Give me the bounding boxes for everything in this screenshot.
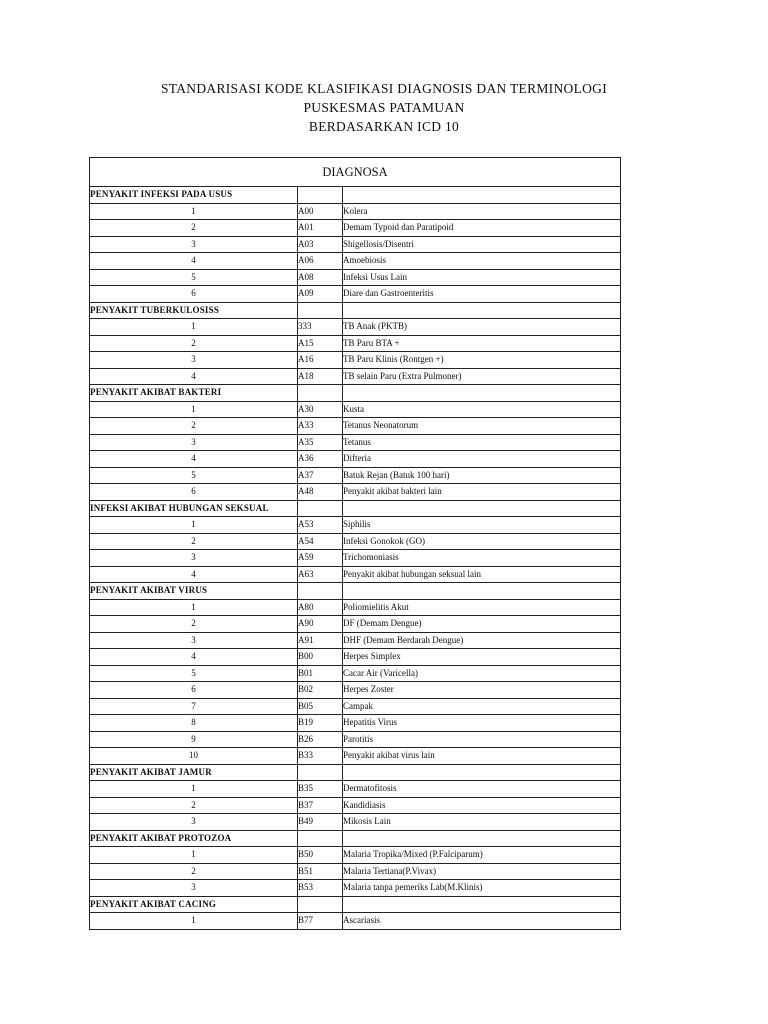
empty-cell [343,302,621,319]
row-number: 4 [90,566,298,583]
category-row [90,500,621,517]
icd-code: A37 [298,467,343,484]
table-row [90,269,621,286]
row-number: 5 [90,467,298,484]
category-label: PENYAKIT AKIBAT BAKTERI [90,385,298,402]
table-header-row [90,158,621,187]
row-number: 1 [90,203,298,220]
icd-code: B49 [298,814,343,831]
diagnosis-name: Infeksi Usus Lain [343,269,621,286]
table-row [90,616,621,633]
table-row [90,286,621,303]
empty-cell [343,896,621,913]
row-number: 1 [90,913,298,930]
diagnosis-name: Parotitis [343,731,621,748]
table-row [90,418,621,435]
category-row [90,764,621,781]
icd-code: A53 [298,517,343,534]
category-row [90,385,621,402]
title-line-2: PUSKESMAS PATAMUAN [303,100,465,115]
diagnosis-name: TB selain Paru (Extra Pulmoner) [343,368,621,385]
table-row [90,649,621,666]
diagnosis-name: Kandidiasis [343,797,621,814]
icd-code: B19 [298,715,343,732]
diagnosis-name: Kusta [343,401,621,418]
category-label: PENYAKIT AKIBAT PROTOZOA [90,830,298,847]
table-row [90,863,621,880]
empty-cell [298,764,343,781]
empty-cell [298,385,343,402]
document-title [0,79,768,136]
icd-code: A90 [298,616,343,633]
empty-cell [343,385,621,402]
row-number: 5 [90,665,298,682]
table-row [90,599,621,616]
empty-cell [298,500,343,517]
diagnosis-name: Hepatitis Virus [343,715,621,732]
row-number: 4 [90,253,298,270]
icd-code: B35 [298,781,343,798]
table-row [90,665,621,682]
table-row [90,632,621,649]
row-number: 1 [90,401,298,418]
table-row [90,467,621,484]
table-header: DIAGNOSA [90,158,621,187]
row-number: 4 [90,368,298,385]
diagnosis-name: Tetanus Neonatorum [343,418,621,435]
icd-code: B77 [298,913,343,930]
empty-cell [343,583,621,600]
row-number: 1 [90,517,298,534]
table-row [90,748,621,765]
table-row [90,401,621,418]
row-number: 4 [90,451,298,468]
row-number: 2 [90,418,298,435]
icd-code: A18 [298,368,343,385]
table-row [90,814,621,831]
row-number: 6 [90,484,298,501]
table-row [90,566,621,583]
diagnosis-name: Ascariasis [343,913,621,930]
icd-code: B37 [298,797,343,814]
row-number: 1 [90,781,298,798]
icd-code: B00 [298,649,343,666]
diagnosis-name: Kolera [343,203,621,220]
row-number: 3 [90,352,298,369]
row-number: 3 [90,434,298,451]
row-number: 7 [90,698,298,715]
diagnosis-name: Mikosis Lain [343,814,621,831]
row-number: 3 [90,632,298,649]
icd-code: B26 [298,731,343,748]
diagnosis-name: Penyakit akibat bakteri lain [343,484,621,501]
icd-code: A48 [298,484,343,501]
table-row [90,682,621,699]
diagnosis-name: TB Anak (PKTB) [343,319,621,336]
table-row [90,550,621,567]
table-row [90,715,621,732]
category-label: PENYAKIT AKIBAT CACING [90,896,298,913]
row-number: 2 [90,616,298,633]
icd-code: A01 [298,220,343,237]
diagnosis-name: Penyakit akibat hubungan seksual lain [343,566,621,583]
table-row [90,203,621,220]
icd-code: B53 [298,880,343,897]
diagnosis-name: Shigellosis/Disentri [343,236,621,253]
diagnosis-name: Malaria Tertiana(P.Vivax) [343,863,621,880]
icd-code: A80 [298,599,343,616]
row-number: 4 [90,649,298,666]
icd-code: A59 [298,550,343,567]
diagnosis-name: Demam Typoid dan Paratipoid [343,220,621,237]
icd-code: A30 [298,401,343,418]
table-row [90,484,621,501]
table-row [90,220,621,237]
diagnosis-name: Dermatofitosis [343,781,621,798]
icd-code: A63 [298,566,343,583]
category-row [90,187,621,204]
table-row [90,731,621,748]
diagnosis-name: Tetanus [343,434,621,451]
icd-code: A08 [298,269,343,286]
category-row [90,583,621,600]
icd-code: B02 [298,682,343,699]
category-label: INFEKSI AKIBAT HUBUNGAN SEKSUAL [90,500,298,517]
table-row [90,335,621,352]
diagnosis-name: Siphilis [343,517,621,534]
icd-code: B01 [298,665,343,682]
icd-code: A35 [298,434,343,451]
diagnosis-name: Malaria tanpa pemeriks Lab(M.Klinis) [343,880,621,897]
empty-cell [343,187,621,204]
title-line-1: STANDARISASI KODE KLASIFIKASI DIAGNOSIS DAN TERMINOLOGI [160,81,608,96]
icd-code: A06 [298,253,343,270]
diagnosis-name: DHF (Demam Berdarah Dengue) [343,632,621,649]
diagnosis-name: DF (Demam Dengue) [343,616,621,633]
table-row [90,352,621,369]
icd-code: B33 [298,748,343,765]
empty-cell [343,500,621,517]
table-row [90,517,621,534]
table-row [90,434,621,451]
icd-code: B05 [298,698,343,715]
icd-code: A00 [298,203,343,220]
table-row [90,533,621,550]
diagnosis-name: Penyakit akibat virus lain [343,748,621,765]
table-row [90,319,621,336]
category-label: PENYAKIT AKIBAT VIRUS [90,583,298,600]
row-number: 1 [90,319,298,336]
diagnosis-name: TB Paru Klinis (Rontgen +) [343,352,621,369]
icd-code: B51 [298,863,343,880]
diagnosis-name: Diare dan Gastroenteritis [343,286,621,303]
row-number: 3 [90,880,298,897]
table-row [90,253,621,270]
category-row [90,896,621,913]
table-row [90,880,621,897]
icd-code: A54 [298,533,343,550]
row-number: 2 [90,335,298,352]
row-number: 2 [90,533,298,550]
icd-code: B50 [298,847,343,864]
diagnosis-name: Amoebiosis [343,253,621,270]
diagnosis-name: Poliomielitis Akut [343,599,621,616]
diagnosis-name: Cacar Air (Varicella) [343,665,621,682]
diagnosis-table-body [90,158,621,930]
diagnosis-name: Herpes Zoster [343,682,621,699]
table-row [90,847,621,864]
row-number: 3 [90,550,298,567]
row-number: 10 [90,748,298,765]
table-row [90,698,621,715]
table-row [90,913,621,930]
table-row [90,236,621,253]
diagnosis-name: Malaria Tropika/Mixed (P.Falciparum) [343,847,621,864]
category-label: PENYAKIT INFEKSI PADA USUS [90,187,298,204]
icd-code: A16 [298,352,343,369]
category-label: PENYAKIT AKIBAT JAMUR [90,764,298,781]
row-number: 8 [90,715,298,732]
diagnosis-name: Infeksi Gonokok (GO) [343,533,621,550]
row-number: 2 [90,220,298,237]
row-number: 2 [90,797,298,814]
icd-code: A33 [298,418,343,435]
icd-code: A03 [298,236,343,253]
table-row [90,781,621,798]
diagnosis-table [89,157,621,930]
icd-code: A15 [298,335,343,352]
category-row [90,830,621,847]
empty-cell [343,830,621,847]
title-line-3: BERDASARKAN ICD 10 [308,119,460,134]
empty-cell [298,302,343,319]
icd-code: A91 [298,632,343,649]
table-row [90,797,621,814]
row-number: 6 [90,286,298,303]
row-number: 9 [90,731,298,748]
diagnosis-name: Herpes Simplex [343,649,621,666]
table-row [90,368,621,385]
diagnosis-name: Difteria [343,451,621,468]
empty-cell [298,896,343,913]
diagnosis-name: Batuk Rejan (Batuk 100 hari) [343,467,621,484]
table-row [90,451,621,468]
diagnosis-name: TB Paru BTA + [343,335,621,352]
icd-code: A36 [298,451,343,468]
row-number: 1 [90,599,298,616]
icd-code: 333 [298,319,343,336]
row-number: 3 [90,236,298,253]
empty-cell [343,764,621,781]
icd-code: A09 [298,286,343,303]
category-label: PENYAKIT TUBERKULOSISS [90,302,298,319]
empty-cell [298,583,343,600]
row-number: 6 [90,682,298,699]
empty-cell [298,830,343,847]
row-number: 5 [90,269,298,286]
empty-cell [298,187,343,204]
row-number: 2 [90,863,298,880]
diagnosis-name: Trichomoniasis [343,550,621,567]
row-number: 3 [90,814,298,831]
category-row [90,302,621,319]
diagnosis-name: Campak [343,698,621,715]
row-number: 1 [90,847,298,864]
